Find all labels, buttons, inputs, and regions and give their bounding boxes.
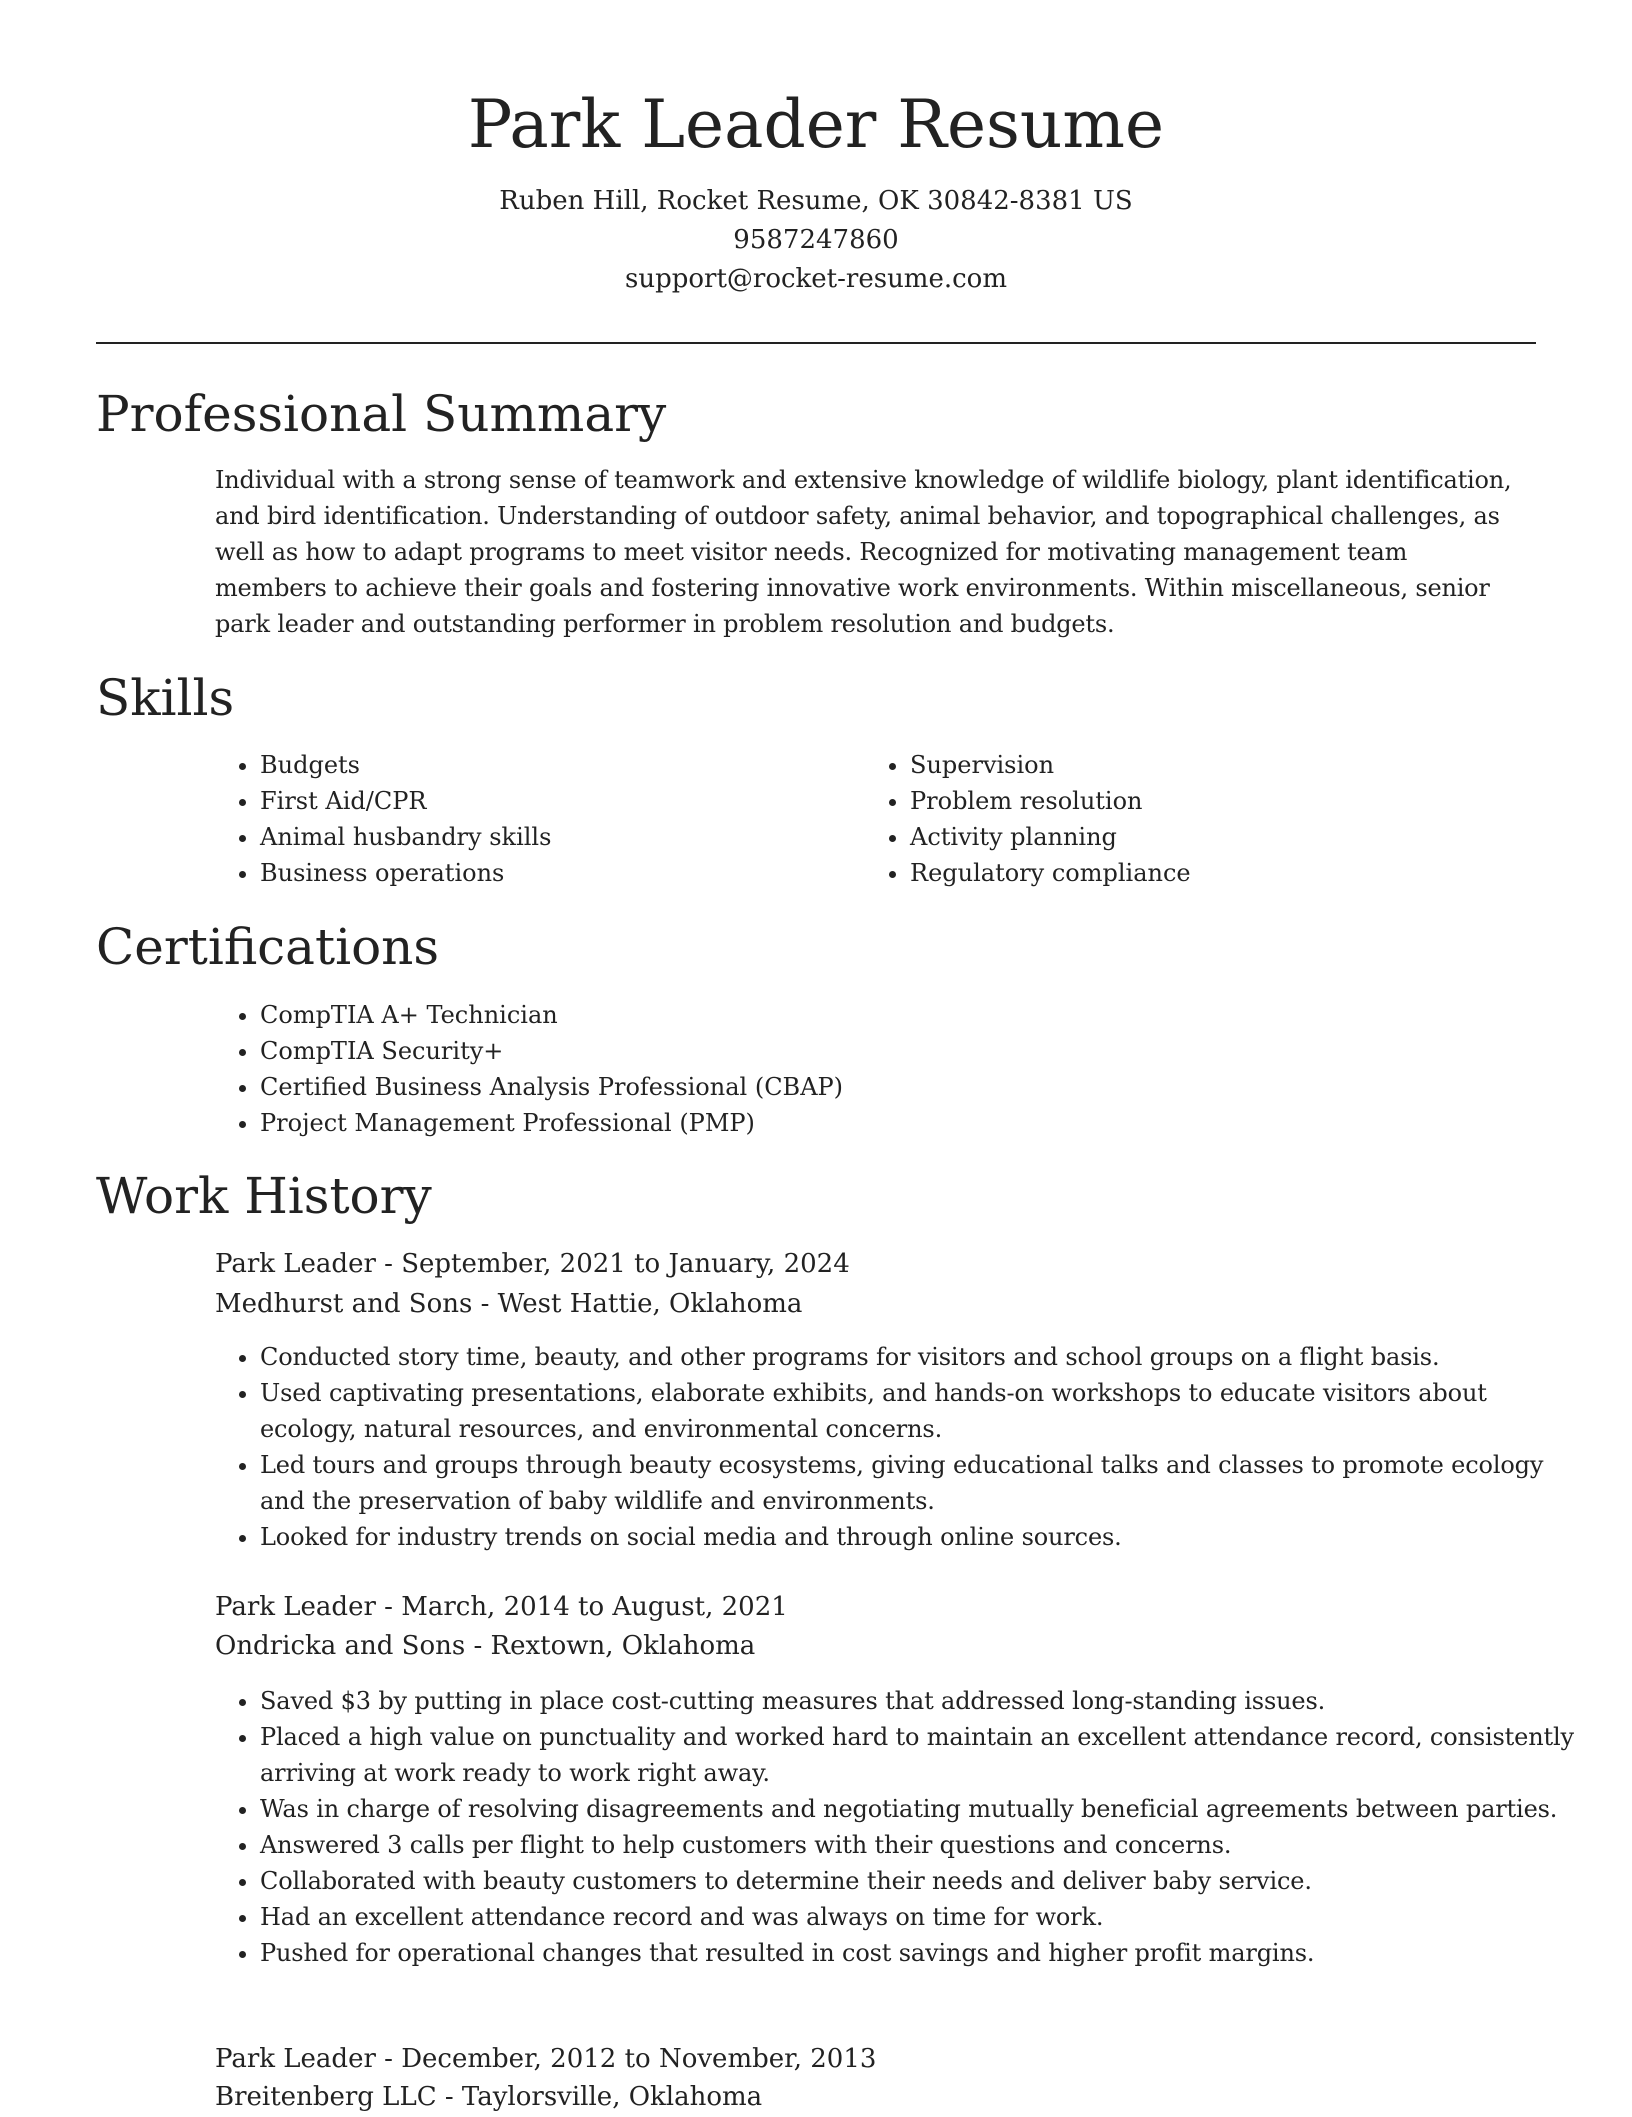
job-company-line: Breitenberg LLC - Taylorsville, Oklahoma (215, 2082, 763, 2112)
certification-item: • Certified Business Analysis Professional (CBAP) (260, 1069, 843, 1105)
resume-header (96, 82, 1536, 299)
certifications-list (215, 997, 843, 1141)
job-title-line: Park Leader - March, 2014 to August, 2021 (215, 1592, 788, 1622)
certifications-heading: Certifications (96, 918, 440, 976)
certification-item: • CompTIA A+ Technician (260, 997, 843, 1033)
skill-item: • Supervision (910, 747, 1191, 783)
skill-item: • Budgets (260, 747, 551, 783)
job-company-line: Ondricka and Sons - Rextown, Oklahoma (215, 1631, 756, 1661)
job-title-line: Park Leader - December, 2012 to November, 2013 (215, 2044, 877, 2074)
skill-item: • Activity planning (910, 819, 1191, 855)
job-company-line: Medhurst and Sons - West Hattie, Oklahoma (215, 1289, 803, 1319)
certification-item: • CompTIA Security+ (260, 1033, 843, 1069)
job-bullet: • Collaborated with beauty customers to determine their needs and deliver baby service. (260, 1863, 1580, 1899)
job-bullet: • Used captivating presentations, elaborate exhibits, and hands-on workshops to educate visitors about ecology, natural resources, and environmental concerns. (260, 1375, 1580, 1447)
skills-list-left (215, 747, 551, 891)
work-history-heading: Work History (96, 1167, 432, 1225)
skill-item: • Business operations (260, 855, 551, 891)
skill-item: • Regulatory compliance (910, 855, 1191, 891)
job-bullet: • Saved $3 by putting in place cost-cutting measures that addressed long-standing issues. (260, 1683, 1580, 1719)
skills-list-right (865, 747, 1191, 891)
contact-info (96, 182, 1536, 299)
skills-heading: Skills (96, 669, 235, 727)
resume-title: Park Leader Resume (467, 86, 1165, 163)
contact-phone: 9587247860 (733, 225, 899, 255)
job-bullet: • Placed a high value on punctuality and worked hard to maintain an excellent attendance record, consistently arriving at work ready to work right away. (260, 1719, 1580, 1791)
job-bullet: • Conducted story time, beauty, and other programs for visitors and school groups on a flight basis. (260, 1339, 1580, 1375)
job-title-line: Park Leader - September, 2021 to January, 2024 (215, 1249, 850, 1279)
summary-heading: Professional Summary (96, 385, 667, 443)
job-bullets (215, 1683, 1580, 1971)
skill-item: • Problem resolution (910, 783, 1191, 819)
skill-item: • First Aid/CPR (260, 783, 551, 819)
job-bullet: • Led tours and groups through beauty ecosystems, giving educational talks and classes to promote ecology and the preservation of baby wildlife and environments. (260, 1447, 1580, 1519)
job-bullets (215, 1339, 1580, 1555)
job-bullet: • Had an excellent attendance record and was always on time for work. (260, 1899, 1580, 1935)
contact-email: support@rocket-resume.com (624, 264, 1007, 294)
job-bullet: • Looked for industry trends on social media and through online sources. (260, 1519, 1580, 1555)
job-bullet: • Answered 3 calls per flight to help customers with their questions and concerns. (260, 1827, 1580, 1863)
skill-item: • Animal husbandry skills (260, 819, 551, 855)
header-divider (96, 342, 1536, 344)
certification-item: • Project Management Professional (PMP) (260, 1105, 843, 1141)
summary-text: Individual with a strong sense of teamwork and extensive knowledge of wildlife biology, plant identification, and bird identification. Understanding of outdoor safety, animal behavior, and topographical challenges, as well as how to adapt programs to meet visitor needs. Recognized for motivating management team members to achieve their goals and fostering innovative work environments. Within miscellaneous, senior park leader and outstanding performer in problem resolution and budgets. (215, 466, 1512, 638)
contact-address: Ruben Hill, Rocket Resume, OK 30842-8381 US (499, 186, 1133, 216)
job-bullet: • Pushed for operational changes that resulted in cost savings and higher profit margins. (260, 1935, 1580, 1971)
job-bullet: • Was in charge of resolving disagreements and negotiating mutually beneficial agreements between parties. (260, 1791, 1580, 1827)
